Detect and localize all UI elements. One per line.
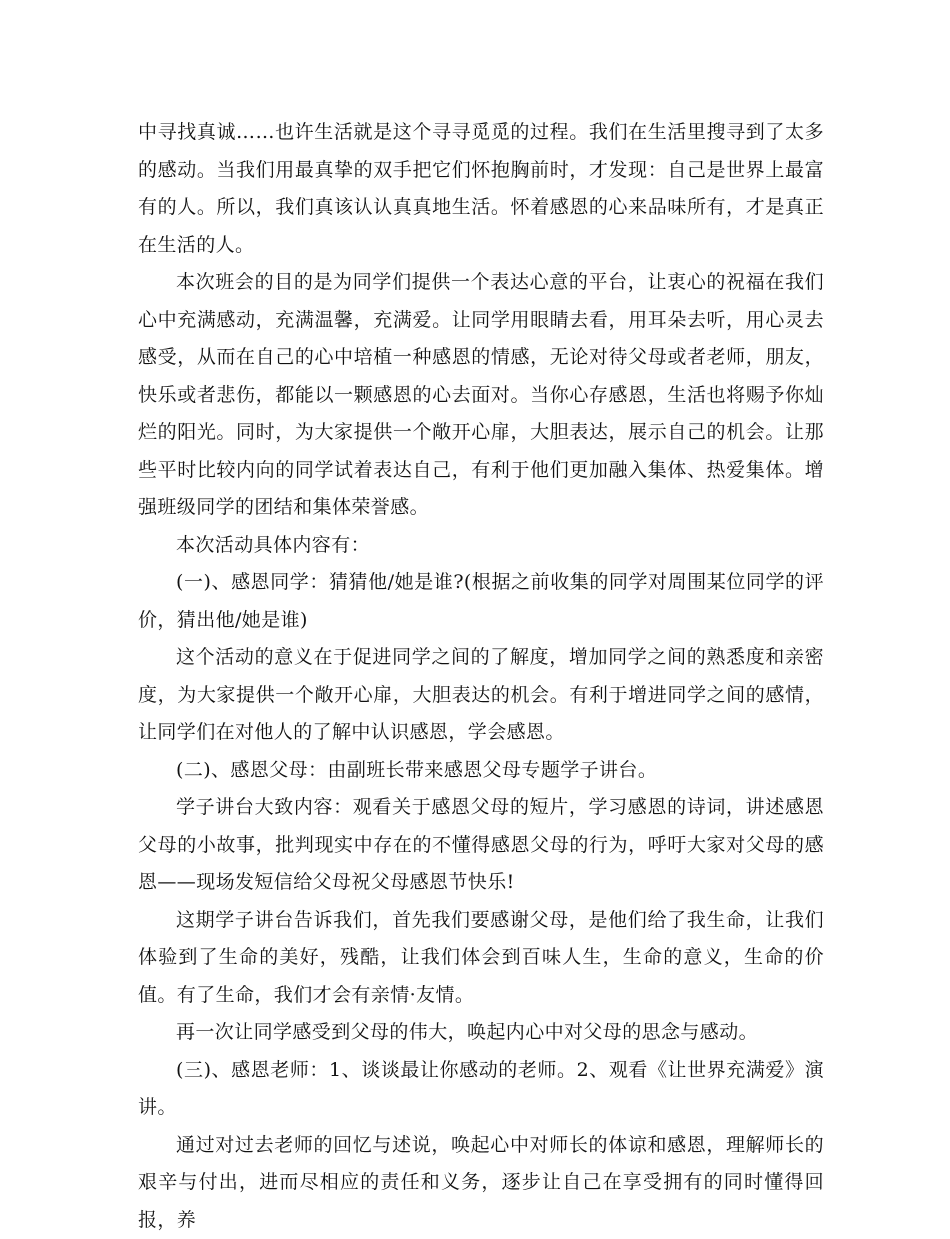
paragraph-11: 通过对过去老师的回忆与述说，唤起心中对师长的体谅和感恩，理解师长的艰辛与付出，进而尽相应的责任和义务，逐步让自己在享受拥有的同时懂得回报，养 [138, 1127, 824, 1239]
paragraph-4: (一)、感恩同学：猜猜他/她是谁?(根据之前收集的同学对周围某位同学的评价，猜出他/她是谁) [138, 564, 824, 639]
paragraph-3: 本次活动具体内容有： [138, 527, 824, 565]
paragraph-2: 本次班会的目的是为同学们提供一个表达心意的平台，让衷心的祝福在我们心中充满感动，充满温馨，充满爱。让同学用眼睛去看，用耳朵去听，用心灵去感受，从而在自己的心中培植一种感恩的情感，无论对待父母或者老师，朋友，快乐或者悲伤，都能以一颗感恩的心去面对。当你心存感恩，生活也将赐予你灿烂的阳光。同时，为大家提供一个敞开心扉，大胆表达，展示自己的机会。让那些平时比较内向的同学试着表达自己，有利于他们更加融入集体、热爱集体。增强班级同学的团结和集体荣誉感。 [138, 264, 824, 527]
paragraph-7: 学子讲台大致内容：观看关于感恩父母的短片，学习感恩的诗词，讲述感恩父母的小故事，批判现实中存在的不懂得感恩父母的行为，呼吁大家对父母的感恩——现场发短信给父母祝父母感恩节快乐! [138, 789, 824, 902]
paragraph-6: (二)、感恩父母：由副班长带来感恩父母专题学子讲台。 [138, 752, 824, 790]
paragraph-8: 这期学子讲台告诉我们，首先我们要感谢父母，是他们给了我生命，让我们体验到了生命的美好，残酷，让我们体会到百味人生，生命的意义，生命的价值。有了生命，我们才会有亲情·友情。 [138, 902, 824, 1015]
paragraph-9: 再一次让同学感受到父母的伟大，唤起内心中对父母的思念与感动。 [138, 1014, 824, 1052]
paragraph-5: 这个活动的意义在于促进同学之间的了解度，增加同学之间的熟悉度和亲密度，为大家提供一个敞开心扉，大胆表达的机会。有利于增进同学之间的感情，让同学们在对他人的了解中认识感恩，学会感恩。 [138, 639, 824, 752]
document-body [138, 114, 824, 1239]
paragraph-10: (三)、感恩老师：1、谈谈最让你感动的老师。2、观看《让世界充满爱》演讲。 [138, 1052, 824, 1127]
paragraph-1: 中寻找真诚……也许生活就是这个寻寻觅觅的过程。我们在生活里搜寻到了太多的感动。当我们用最真挚的双手把它们怀抱胸前时，才发现：自己是世界上最富有的人。所以，我们真该认认真真地生活。怀着感恩的心来品味所有，才是真正在生活的人。 [138, 114, 824, 264]
